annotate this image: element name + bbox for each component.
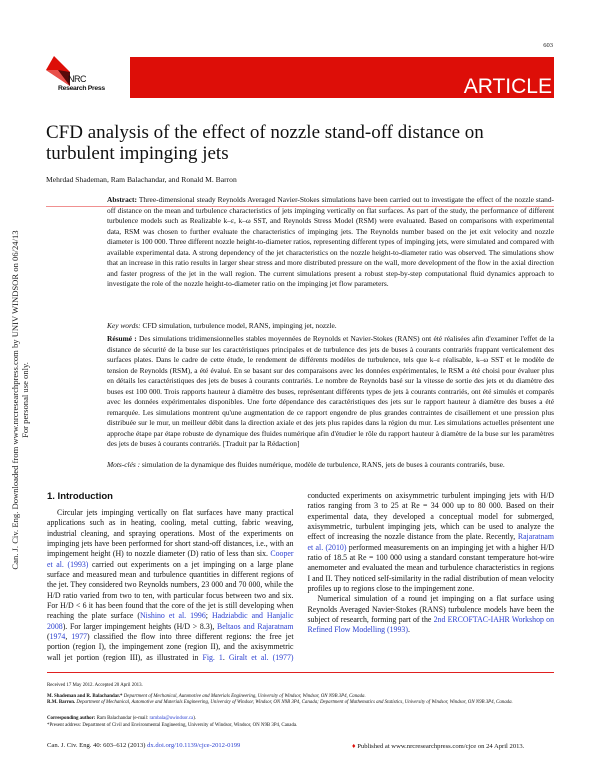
body-text: . (222, 652, 229, 662)
published-note (352, 742, 524, 750)
body-text: . (407, 625, 410, 635)
introduction-section (47, 491, 554, 673)
resume (107, 334, 554, 450)
nrc-mark-icon: ♦ (352, 742, 356, 750)
personal-use-note: For personal use only. (20, 362, 30, 438)
mots-cles-text: simulation de la dynamique des fluides numérique, modèle de turbulence, RANS, jets de buses à courants contrariés, buse. (140, 460, 505, 469)
article-label: ARTICLE (463, 75, 552, 98)
citation-link[interactable]: 1974 (49, 632, 66, 642)
mots-cles (107, 460, 554, 471)
intro-paragraph (308, 594, 555, 635)
body-text: , (65, 632, 72, 642)
journal-citation (47, 742, 240, 749)
received-dates: Received 17 May 2012. Accepted 20 April 2013. (47, 683, 143, 688)
body-text: performed measurements on an impinging jet with a higher H/D ratio of 18.5 at Re = 100 000 using a standard constant temperature hot-wire anemometer and evaluated the mean and turbulence characteristics in regions I and II. They noticed self-similarity in the radial distribution of mean velocity profiles up to regions close to the impingement zone. (307, 542, 554, 594)
affiliations (47, 694, 554, 706)
footnote-divider (47, 672, 554, 673)
abstract (107, 195, 554, 290)
corr-text: Ram Balachandar (e-mail: (95, 716, 150, 721)
keywords (107, 321, 554, 332)
citation-link[interactable]: Rajaratnam et al. (2010) (307, 532, 554, 552)
body-text: Circular jets impinging vertically on flat surfaces have many practical applications such as in heating, cooling, metal cutting, fabric weaving, industrial cleaning, and spraying operations. Most of the experiments on impinging jets have been performed for short stand-off distances, i.e., with an impingement height (H) to nozzle diameter (D) ratio of less than six. (47, 508, 294, 559)
intro-paragraph (47, 491, 554, 673)
citation-link[interactable]: Nishino et al. 1996 (140, 611, 206, 621)
affil2-text: Department of Mechanical, Automotive and Materials Engineering, University of Windsor, Windsor, ON N9B 3P4, Canada; Department of Mathematics and Statistics, University of Windsor, Windsor, ON N9B 3P4, Canada. (75, 700, 513, 706)
download-note: Can. J. Civ. Eng. Downloaded from www.nrcresearchpress.com by UNIV WINDSOR on 06/24/13 (10, 230, 20, 570)
body-text: ( (47, 632, 50, 642)
published-text: Published at www.nrcresearchpress.com/cjce on 24 April 2013. (357, 743, 525, 750)
resume-label: Résumé : (107, 334, 137, 343)
corresponding-author (47, 716, 554, 722)
abstract-text: Three-dimensional steady Reynolds Averaged Navier-Stokes simulations have been carried out to investigate the effect of the nozzle stand-off distance on the mean and turbulence characteristics of jets impinging vertically on flat surfaces. As part of the study, the performance of different turbulence models such as Realizable k–ε, k–ω SST, and Reynolds Stress Model (RSM) were evaluated. Based on comparisons with experimental data, RSM was chosen to further evaluate the characteristics of impinging jets. The Reynolds number based on the jet exit velocity and nozzle diameter is 100 000. Three different nozzle height-to-diameter ratios, representing different types of impinging jets, were simulated and compared with available experimental data. A strong dependency of the jet characteristics on the nozzle height-to-diameter ratio was observed. The simulations show that an increase in this ratio results in larger shear stress and more distributed pressure on the wall, more development of the flow in the axial direction and faster progress of the jet in the wall region. The current simulations present a robust step-by-step computational fluid dynamics approach to investigate the role of the nozzle height-to-diameter ratio on the impinging jet flow parameters. (107, 195, 554, 289)
abstract-label: Abstract: (107, 195, 137, 204)
citation-link[interactable]: Cooper et al. (1993) (47, 549, 294, 569)
body-text: conducted experiments on axisymmetric turbulent impinging jets with H/D ratios ranging from 3 to 25 at Re = 34 000 up to 80 000. Based on their experimental data, they developed a conceptual model for submerged, axisymmetric, turbulent impinging jets, which can be used to analyze the effect of increasing the nozzle distance from the plate. Recently, (307, 491, 554, 542)
download-watermark (2, 160, 38, 640)
resume-text: Des simulations tridimensionnelles stables moyennées de Reynolds et Navier-Stokes (RANS) ont été réalisées afin d'examiner l'effet de la distance de sécurité de la buse sur les caractéristiques principales et de turbulence des jets de buses à courants contrariés frappant verticalement des surfaces plates. Dans le cadre de cette étude, le rendement de différents modèles de turbulence, tels que k–ε réalisable, k–ω SST et le modèle de tension de Reynolds (RSM), a été évalué. En se basant sur des comparaisons avec les données expérimentales, le RSM a été choisi pour évaluer plus en détails les caractéristiques des jets de buses à courants contrariés. Le nombre de Reynolds basé sur la vitesse de sortie des jets et du diamètre des buses est 100 000. Trois rapports hauteur à diamètre des buses, représentant différents types de jets à courants contrariés, ont été simulés et comparés avec les données expérimentales disponibles. Une forte dépendance des caractéristiques des jets sur le rapport hauteur à diamètre des buses a été remarquée. Les simulations montrent qu'une augmentation de ce rapport engendre de plus grandes contraintes de cisaillement et une pression plus distribuée sur le mur, un meilleur débit dans la direction axiale et des jets plus rapides dans la région du mur. Les simulations actuelles présentent une approche étape par étape robuste de dynamique des fluides numérique afin d'étudier le rôle du rapport hauteur à diamètre de la buse sur les paramètres des jets de buses à courants contrariés. [Traduit par la Rédaction] (107, 334, 554, 449)
body-text: Numerical simulation of a round jet impinging on a flat surface using Reynolds Averaged Navier-Stokes (RANS) turbulence models have been the subject of research, forming part of the (307, 594, 554, 625)
body-text: ; (205, 611, 212, 621)
corr-label: Corresponding author: (47, 716, 96, 721)
corr-email-link[interactable]: rambala@uwindsor.ca (149, 716, 194, 721)
affil2-names: R.M. Barron. (47, 700, 76, 706)
present-address: *Present address: Department of Civil and Environmental Engineering, University of Windsor, Windsor, ON N9B 3P4, Canada. (47, 723, 298, 728)
citation-link[interactable]: Beltaos and Rajaratnam (217, 621, 294, 631)
logo-nrc-text: NRC (68, 74, 86, 84)
citation-link[interactable]: 2nd ERCOFTAC-IAHR Workshop on Refined Flow Modelling (1993) (307, 615, 554, 635)
introduction-heading: 1. Introduction (47, 491, 113, 502)
citation-link[interactable]: Fig. 1 (202, 652, 223, 662)
authors: Mehrdad Shademan, Ram Balachandar, and Ronald M. Barron (46, 175, 237, 184)
citation-link[interactable]: 1977 (71, 632, 88, 642)
affil1-names: M. Shademan and R. Balachandar.* (47, 694, 123, 699)
body-text: ) classified the flow into three different regions: the free jet portion (region I), the impingement zone (region II), and the axisymmetric wall jet portion (region III), as illustrated in (47, 632, 294, 662)
doi-link[interactable]: dx.doi.org/10.1139/cjce-2012-0199 (147, 742, 241, 749)
corr-end: ). (193, 716, 197, 721)
citation-link[interactable]: Hadziabdic and Hanjalic 2008 (47, 611, 294, 631)
citation-link[interactable]: Giralt et al. (1977) (228, 652, 294, 662)
mots-cles-label: Mots-clés : (107, 460, 141, 469)
paper-title: CFD analysis of the effect of nozzle stand-off distance on turbulent impinging jets (46, 122, 484, 164)
affil1-text: Department of Mechanical, Automotive and Materials Engineering, University of Windsor, Windsor, ON N9B 3P4, Canada. (122, 694, 366, 699)
page-number: 603 (543, 42, 553, 49)
logo-research-press-text: Research Press (58, 85, 105, 92)
keywords-text: CFD simulation, turbulence model, RANS, impinging jet, nozzle. (140, 321, 337, 330)
nrc-logo (46, 56, 116, 102)
citation-text: Can. J. Civ. Eng. 40: 603–612 (2013) (47, 742, 148, 749)
article-banner (130, 57, 554, 98)
body-text: carried out experiments on a jet impinging on a large plane surface and measured mean and turbulence quantities in different regions of the jet. They considered two Reynolds numbers, 23 000 and 70 000, while the H/D ratio varied from two to ten, with particular focus between two and six. For H/D < 6 it has been found that the core of the jet is still developing when reaching the plate surface ( (47, 559, 294, 621)
body-text: ). For larger impingement heights (H/D > 8.3), (62, 621, 218, 631)
keywords-label: Key words: (107, 321, 141, 330)
